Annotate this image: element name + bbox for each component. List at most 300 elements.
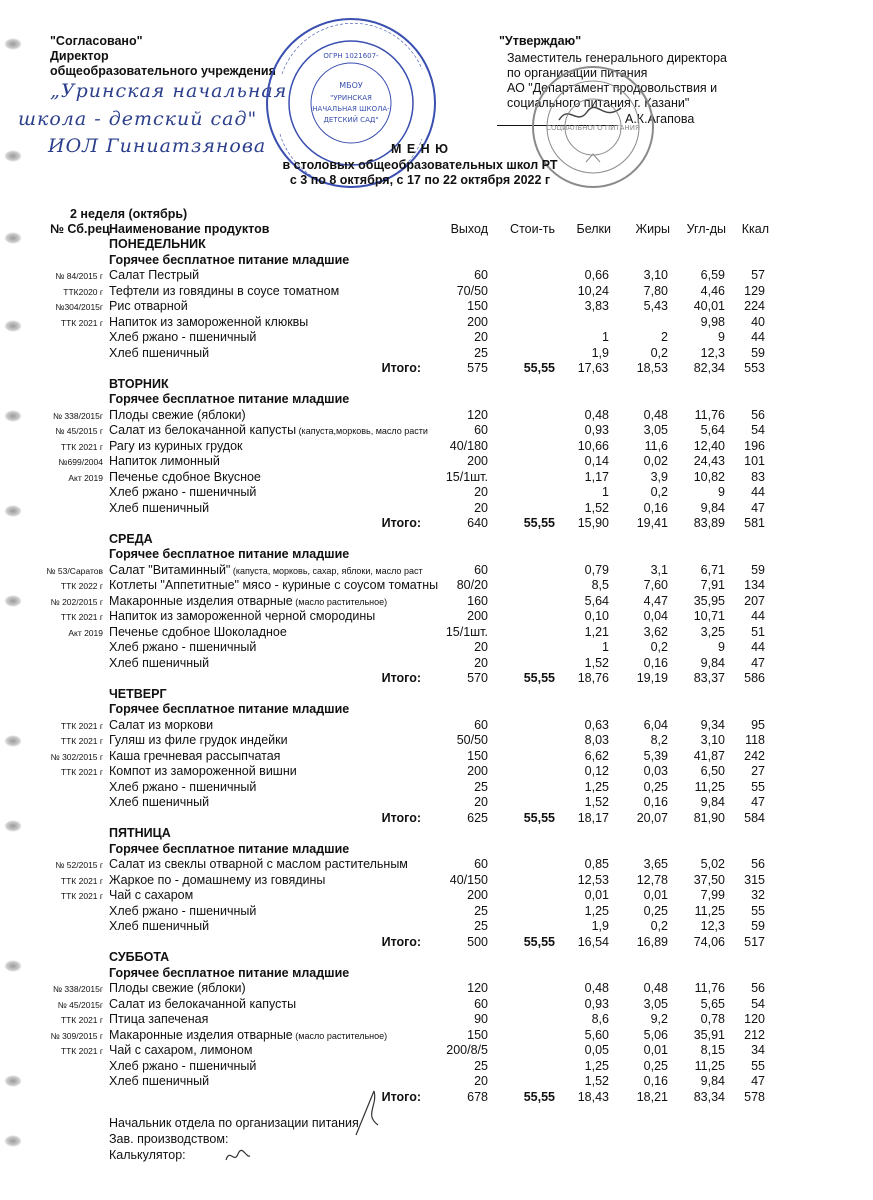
total-weight: 500	[467, 934, 488, 949]
carb-value: 11,76	[694, 981, 725, 995]
fat-value: 0,2	[650, 345, 668, 360]
protein-value: 1,9	[591, 345, 609, 360]
kcal-value: 54	[751, 423, 765, 437]
kcal-value: 47	[751, 795, 765, 809]
total-protein: 18,17	[577, 810, 609, 825]
handwritten-school-1: „Уринская начальная	[50, 80, 288, 102]
carb-value: 9,84	[700, 500, 725, 515]
carb-value: 12,40	[693, 438, 725, 453]
dish-name: Хлеб ржано - пшеничный	[109, 485, 257, 499]
carb-value: 9	[718, 640, 725, 654]
recipe-code: ТТК 2021 г	[60, 875, 103, 886]
day-header	[0, 532, 873, 548]
recipe-code: № 309/2015 г	[50, 1030, 103, 1041]
handwritten-school-2: школа - детский сад"	[18, 108, 258, 130]
portion-weight: 70/50	[456, 283, 488, 298]
col-kcal: Ккал	[741, 222, 769, 236]
fat-value: 0,04	[643, 609, 668, 623]
dish-note: (масло растительное)	[292, 596, 388, 607]
protein-value: 0,63	[584, 717, 609, 732]
kcal-value: 56	[751, 981, 765, 995]
total-carb: 83,37	[693, 671, 725, 685]
protein-value: 0,93	[584, 996, 609, 1011]
portion-weight: 90	[474, 1012, 488, 1026]
total-protein: 16,54	[577, 934, 609, 949]
total-kcal: 584	[744, 810, 765, 825]
protein-value: 12,53	[577, 872, 609, 887]
fat-value: 5,06	[643, 1027, 668, 1042]
kcal-value: 118	[745, 733, 765, 747]
dish-name: Чай с сахаром	[109, 888, 194, 902]
recipe-code: ТТК 2021 г	[60, 441, 103, 452]
table-row	[0, 904, 873, 920]
day-subheader	[0, 547, 873, 563]
carb-value: 9,84	[700, 795, 725, 809]
table-row	[0, 563, 873, 579]
fat-value: 3,10	[643, 268, 668, 282]
table-row	[0, 625, 873, 641]
fat-value: 0,16	[643, 1074, 668, 1088]
total-label: Итого:	[381, 810, 421, 825]
table-row	[0, 346, 873, 362]
dish-name: Хлеб пшеничный	[109, 655, 210, 670]
kcal-value: 224	[744, 299, 765, 313]
table-row	[0, 485, 873, 501]
dish-name: Напиток из замороженной клюквы	[109, 314, 309, 329]
fat-value: 0,2	[650, 919, 668, 933]
portion-weight: 60	[474, 423, 488, 437]
kcal-value: 55	[751, 903, 765, 918]
dish-name: Хлеб ржано - пшеничный	[109, 903, 257, 918]
table-row	[0, 873, 873, 889]
day-subheader	[0, 842, 873, 858]
protein-value: 1,25	[584, 779, 609, 794]
kcal-value: 56	[751, 857, 765, 871]
recipe-code: ТТК 2021 г	[60, 767, 103, 777]
dish-name: Компот из замороженной вишни	[109, 764, 297, 778]
day-name: ВТОРНИК	[109, 376, 169, 391]
dish-name: Хлеб ржано - пшеничный	[109, 779, 257, 794]
day-name: СРЕДА	[109, 531, 153, 546]
dish-name: Хлеб ржано - пшеничный	[109, 1058, 257, 1073]
total-fat: 19,19	[636, 671, 668, 685]
dish-name-cell	[109, 1028, 387, 1042]
dish-name: Рис отварной	[109, 299, 188, 313]
dish-name: Плоды свежие (яблоки)	[109, 407, 246, 422]
total-kcal: 553	[744, 361, 765, 375]
total-kcal: 578	[744, 1089, 765, 1104]
portion-weight: 160	[467, 593, 488, 608]
portion-weight: 120	[467, 981, 488, 995]
carb-value: 4,46	[700, 283, 725, 298]
kcal-value: 59	[751, 562, 765, 577]
total-protein: 18,76	[577, 671, 609, 685]
calculator-signature-icon	[222, 1146, 252, 1166]
recipe-code: № 53/Саратов	[46, 565, 103, 576]
carb-value: 10,82	[693, 469, 725, 484]
total-carb: 82,34	[693, 361, 725, 375]
recipe-code: №699/2004	[58, 457, 103, 467]
kcal-value: 27	[751, 764, 765, 778]
table-row	[0, 857, 873, 873]
seal-ogrn: ОГРН 1021607-	[323, 52, 379, 60]
kcal-value: 101	[744, 454, 765, 468]
day-subheader	[0, 702, 873, 718]
carb-value: 7,99	[700, 888, 725, 902]
col-name: Наименование продуктов	[109, 222, 270, 236]
total-cost: 55,55	[523, 1089, 555, 1104]
day-name: ПОНЕДЕЛЬНИК	[109, 237, 206, 251]
recipe-code: ТТК 2021 г	[60, 1015, 103, 1025]
total-fat: 18,53	[636, 361, 668, 375]
portion-weight: 200	[467, 314, 488, 329]
kcal-value: 59	[751, 919, 765, 933]
menu-subtitle: в столовых общеобразовательных школ РТ	[282, 158, 558, 172]
total-label: Итого:	[381, 1089, 421, 1104]
fat-value: 4,47	[643, 593, 668, 608]
week-label: 2 неделя (октябрь)	[70, 207, 188, 221]
table-row	[0, 1012, 873, 1028]
footer-head-of-dept: Начальник отдела по организации питания	[109, 1116, 359, 1130]
fat-value: 0,25	[643, 903, 668, 918]
protein-value: 1,52	[584, 1074, 609, 1088]
dish-name: Хлеб пшеничный	[109, 345, 210, 360]
recipe-code: № 45/2015 г	[55, 426, 103, 436]
fat-value: 0,2	[650, 485, 668, 499]
recipe-code: ТТК 2021 г	[60, 736, 103, 746]
protein-value: 3,83	[584, 299, 609, 313]
portion-weight: 80/20	[456, 578, 488, 592]
column-headers	[0, 222, 873, 238]
fat-value: 8,2	[650, 733, 668, 747]
table-row	[0, 981, 873, 997]
kcal-value: 59	[751, 345, 765, 360]
protein-value: 8,5	[591, 578, 609, 592]
total-protein: 15,90	[577, 516, 609, 530]
menu-dates: с 3 по 8 октября, с 17 по 22 октября 2022 г	[289, 173, 551, 187]
protein-value: 1,52	[584, 655, 609, 670]
carb-value: 10,71	[693, 609, 725, 623]
protein-value: 0,66	[584, 268, 609, 282]
portion-weight: 40/150	[449, 872, 488, 887]
fat-value: 11,6	[644, 438, 668, 453]
fat-value: 3,9	[650, 469, 668, 484]
recipe-code: № 202/2015 г	[50, 596, 103, 607]
kcal-value: 44	[751, 330, 765, 344]
meal-type: Горячее бесплатное питание младшие	[109, 547, 350, 561]
recipe-code: № 338/2015г	[52, 984, 103, 994]
recipe-code: ТТК 2021 г	[60, 317, 103, 328]
table-row	[0, 454, 873, 470]
dish-name: Салат "Витаминный"	[109, 562, 231, 577]
col-prot: Белки	[576, 222, 611, 236]
portion-weight: 20	[474, 485, 488, 499]
total-cost: 55,55	[523, 934, 555, 949]
recipe-code: № 45/2015г	[57, 999, 103, 1010]
kcal-value: 34	[751, 1043, 765, 1057]
portion-weight: 120	[467, 407, 488, 422]
carb-value: 9,84	[700, 655, 725, 670]
carb-value: 6,59	[700, 268, 725, 282]
recipe-code: Акт 2019	[68, 627, 103, 638]
protein-value: 1,17	[584, 469, 609, 484]
portion-weight: 25	[474, 919, 488, 933]
carb-value: 41,87	[693, 748, 725, 763]
protein-value: 0,10	[584, 609, 609, 623]
protein-value: 1	[602, 640, 609, 654]
kcal-value: 44	[751, 640, 765, 654]
day-header	[0, 237, 873, 253]
total-row	[0, 671, 873, 687]
carb-value: 5,65	[700, 996, 725, 1011]
fat-value: 0,16	[643, 795, 668, 809]
dish-name: Тефтели из говядины в соусе томатном	[109, 283, 340, 298]
portion-weight: 20	[474, 500, 488, 515]
dish-note: (капуста, морковь, сахар, яблоки, масло раст	[230, 565, 423, 576]
carb-value: 11,25	[694, 779, 725, 794]
handwritten-director-name: ИОЛ Гиниатзянова	[48, 135, 267, 157]
portion-weight: 20	[474, 655, 488, 670]
dish-name: Салат из свеклы отварной с маслом растительным	[109, 857, 408, 871]
portion-weight: 25	[474, 779, 488, 794]
col-code: № Сб.рец	[50, 222, 110, 236]
protein-value: 1,52	[584, 795, 609, 809]
protein-value: 0,14	[584, 454, 609, 468]
table-row	[0, 733, 873, 749]
fat-value: 0,48	[643, 407, 668, 422]
kcal-value: 315	[744, 872, 765, 887]
day-name: ПЯТНИЦА	[109, 826, 171, 840]
table-row	[0, 1074, 873, 1090]
kcal-value: 95	[751, 717, 765, 732]
dish-name: Хлеб ржано - пшеничный	[109, 330, 257, 344]
protein-value: 1,25	[584, 903, 609, 918]
kcal-value: 47	[751, 655, 765, 670]
protein-value: 0,85	[584, 857, 609, 871]
portion-weight: 150	[467, 299, 488, 313]
total-kcal: 517	[744, 934, 765, 949]
meal-type: Горячее бесплатное питание младшие	[109, 252, 350, 267]
total-row	[0, 516, 873, 532]
portion-weight: 25	[474, 1058, 488, 1073]
footer-production-manager: Зав. производством:	[109, 1132, 229, 1146]
fat-value: 0,16	[643, 655, 668, 670]
portion-weight: 60	[474, 857, 488, 871]
total-protein: 17,63	[577, 361, 609, 375]
deputy-role: по организации питания	[507, 66, 648, 80]
dish-name: Птица запеченая	[109, 1012, 209, 1026]
protein-value: 0,48	[584, 981, 609, 995]
seal-line-kindergarten: ДЕТСКИЙ САД"	[323, 116, 379, 124]
kcal-value: 83	[751, 469, 765, 484]
total-cost: 55,55	[523, 361, 555, 375]
kcal-value: 134	[744, 578, 765, 592]
portion-weight: 15/1шт.	[445, 469, 488, 484]
kcal-value: 44	[751, 609, 765, 623]
total-weight: 678	[467, 1089, 488, 1104]
day-subheader	[0, 253, 873, 269]
dish-name: Макаронные изделия отварные	[109, 1027, 293, 1042]
fat-value: 3,05	[643, 996, 668, 1011]
carb-value: 11,25	[694, 1058, 725, 1073]
carb-value: 3,10	[700, 733, 725, 747]
kcal-value: 55	[751, 779, 765, 794]
dish-name-cell	[109, 563, 423, 577]
seal-line-urinskaya: "УРИНСКАЯ	[330, 94, 372, 102]
protein-value: 5,64	[584, 593, 609, 608]
day-header	[0, 377, 873, 393]
fat-value: 9,2	[650, 1012, 668, 1026]
protein-value: 1,25	[584, 1058, 609, 1073]
dish-name: Печенье сдобное Вкусное	[109, 469, 261, 484]
table-row	[0, 439, 873, 455]
fat-value: 0,02	[643, 454, 668, 468]
kcal-value: 120	[744, 1012, 765, 1026]
col-carb: Угл-ды	[686, 222, 726, 236]
protein-value: 0,48	[584, 407, 609, 422]
table-row	[0, 594, 873, 610]
fat-value: 12,78	[636, 872, 668, 887]
portion-weight: 200	[467, 764, 488, 778]
fat-value: 0,25	[643, 1058, 668, 1073]
table-row	[0, 1028, 873, 1044]
dish-name: Салат из моркови	[109, 717, 214, 732]
recipe-code: № 302/2015 г	[50, 751, 103, 762]
table-row	[0, 780, 873, 796]
recipe-code: ТТК 2021 г	[60, 891, 103, 901]
approve-label: "Утверждаю"	[499, 34, 582, 48]
kcal-value: 129	[744, 283, 765, 298]
table-row	[0, 919, 873, 935]
kcal-value: 47	[751, 500, 765, 515]
institution-label: общеобразовательного учреждения	[50, 64, 276, 78]
portion-weight: 25	[474, 903, 488, 918]
protein-value: 0,01	[584, 888, 609, 902]
kcal-value: 55	[751, 1058, 765, 1073]
protein-value: 10,24	[577, 283, 609, 298]
footer-signature-icon	[352, 1085, 382, 1140]
portion-weight: 20	[474, 330, 488, 344]
dish-name: Хлеб ржано - пшеничный	[109, 640, 257, 654]
table-row	[0, 501, 873, 517]
total-weight: 570	[467, 671, 488, 685]
dish-name: Хлеб пшеничный	[109, 1074, 210, 1088]
kcal-value: 32	[751, 888, 765, 902]
table-row	[0, 299, 873, 315]
protein-value: 1,52	[584, 500, 609, 515]
recipe-code: ТТК 2021 г	[60, 612, 103, 622]
dish-name: Салат из белокачанной капусты	[109, 996, 297, 1011]
fat-value: 0,01	[643, 1043, 668, 1057]
dish-note: (капуста,морковь, масло расти	[296, 426, 428, 436]
total-protein: 18,43	[577, 1089, 609, 1104]
seal-line-school: НАЧАЛЬНАЯ ШКОЛА-	[312, 105, 390, 113]
total-carb: 74,06	[693, 934, 725, 949]
kcal-value: 212	[744, 1027, 765, 1042]
carb-value: 40,01	[693, 299, 725, 313]
dish-name: Напиток лимонный	[109, 454, 220, 468]
total-row	[0, 811, 873, 827]
carb-value: 11,76	[694, 407, 725, 422]
protein-value: 10,66	[577, 438, 609, 453]
fat-value: 0,48	[643, 981, 668, 995]
portion-weight: 15/1шт.	[445, 624, 488, 639]
total-carb: 83,34	[693, 1089, 725, 1104]
dish-name: Плоды свежие (яблоки)	[109, 981, 246, 995]
kcal-value: 47	[751, 1074, 765, 1088]
recipe-code: ТТК2020 г	[63, 286, 103, 297]
kcal-value: 57	[751, 268, 765, 282]
table-row	[0, 609, 873, 625]
total-carb: 83,89	[693, 516, 725, 530]
table-row	[0, 656, 873, 672]
carb-value: 3,25	[700, 624, 725, 639]
total-fat: 16,89	[636, 934, 668, 949]
recipe-code: ТТК 2021 г	[60, 1046, 103, 1056]
kcal-value: 207	[744, 593, 765, 608]
table-row	[0, 423, 873, 439]
total-kcal: 581	[744, 516, 765, 530]
table-row	[0, 997, 873, 1013]
fat-value: 0,2	[650, 640, 668, 654]
col-fat: Жиры	[635, 222, 670, 236]
carb-value: 9	[718, 485, 725, 499]
total-row	[0, 935, 873, 951]
fat-value: 3,65	[643, 857, 668, 871]
total-weight: 625	[467, 810, 488, 825]
recipe-code: № 52/2015 г	[55, 860, 103, 870]
meal-type: Горячее бесплатное питание младшие	[109, 702, 350, 716]
fat-value: 7,80	[643, 283, 668, 298]
meal-type: Горячее бесплатное питание младшие	[109, 965, 350, 980]
meal-type: Горячее бесплатное питание младшие	[109, 841, 350, 856]
carb-value: 9	[718, 330, 725, 344]
kcal-value: 44	[751, 485, 765, 499]
dish-name: Рагу из куриных грудок	[109, 438, 243, 453]
portion-weight: 200	[467, 888, 488, 902]
total-fat: 19,41	[636, 516, 668, 530]
table-row	[0, 888, 873, 904]
total-row	[0, 1090, 873, 1106]
table-row	[0, 764, 873, 780]
table-row	[0, 315, 873, 331]
total-cost: 55,55	[523, 671, 555, 685]
recipe-code: №304/2015г	[55, 302, 103, 312]
portion-weight: 40/180	[449, 438, 488, 453]
dish-name: Гуляш из филе грудок индейки	[109, 733, 288, 747]
director-label: Директор	[50, 49, 109, 63]
dish-name: Каша гречневая рассыпчатая	[109, 748, 281, 763]
portion-weight: 20	[474, 795, 488, 809]
seal-line-mbou: МБОУ	[339, 81, 363, 90]
dish-name: Салат из белокачанной капусты	[109, 423, 297, 437]
meal-type: Горячее бесплатное питание младшие	[109, 392, 350, 406]
dish-note: (масло растительное)	[292, 1030, 388, 1041]
day-subheader	[0, 392, 873, 408]
total-label: Итого:	[381, 934, 421, 949]
kcal-value: 51	[751, 624, 765, 639]
day-header	[0, 826, 873, 842]
fat-value: 0,16	[643, 500, 668, 515]
kcal-value: 242	[744, 748, 765, 763]
total-cost: 55,55	[523, 516, 555, 530]
protein-value: 0,93	[584, 423, 609, 437]
kcal-value: 40	[751, 314, 765, 329]
table-row	[0, 1059, 873, 1075]
fat-value: 3,62	[643, 624, 668, 639]
protein-value: 1,9	[591, 919, 609, 933]
carb-value: 11,25	[694, 903, 725, 918]
